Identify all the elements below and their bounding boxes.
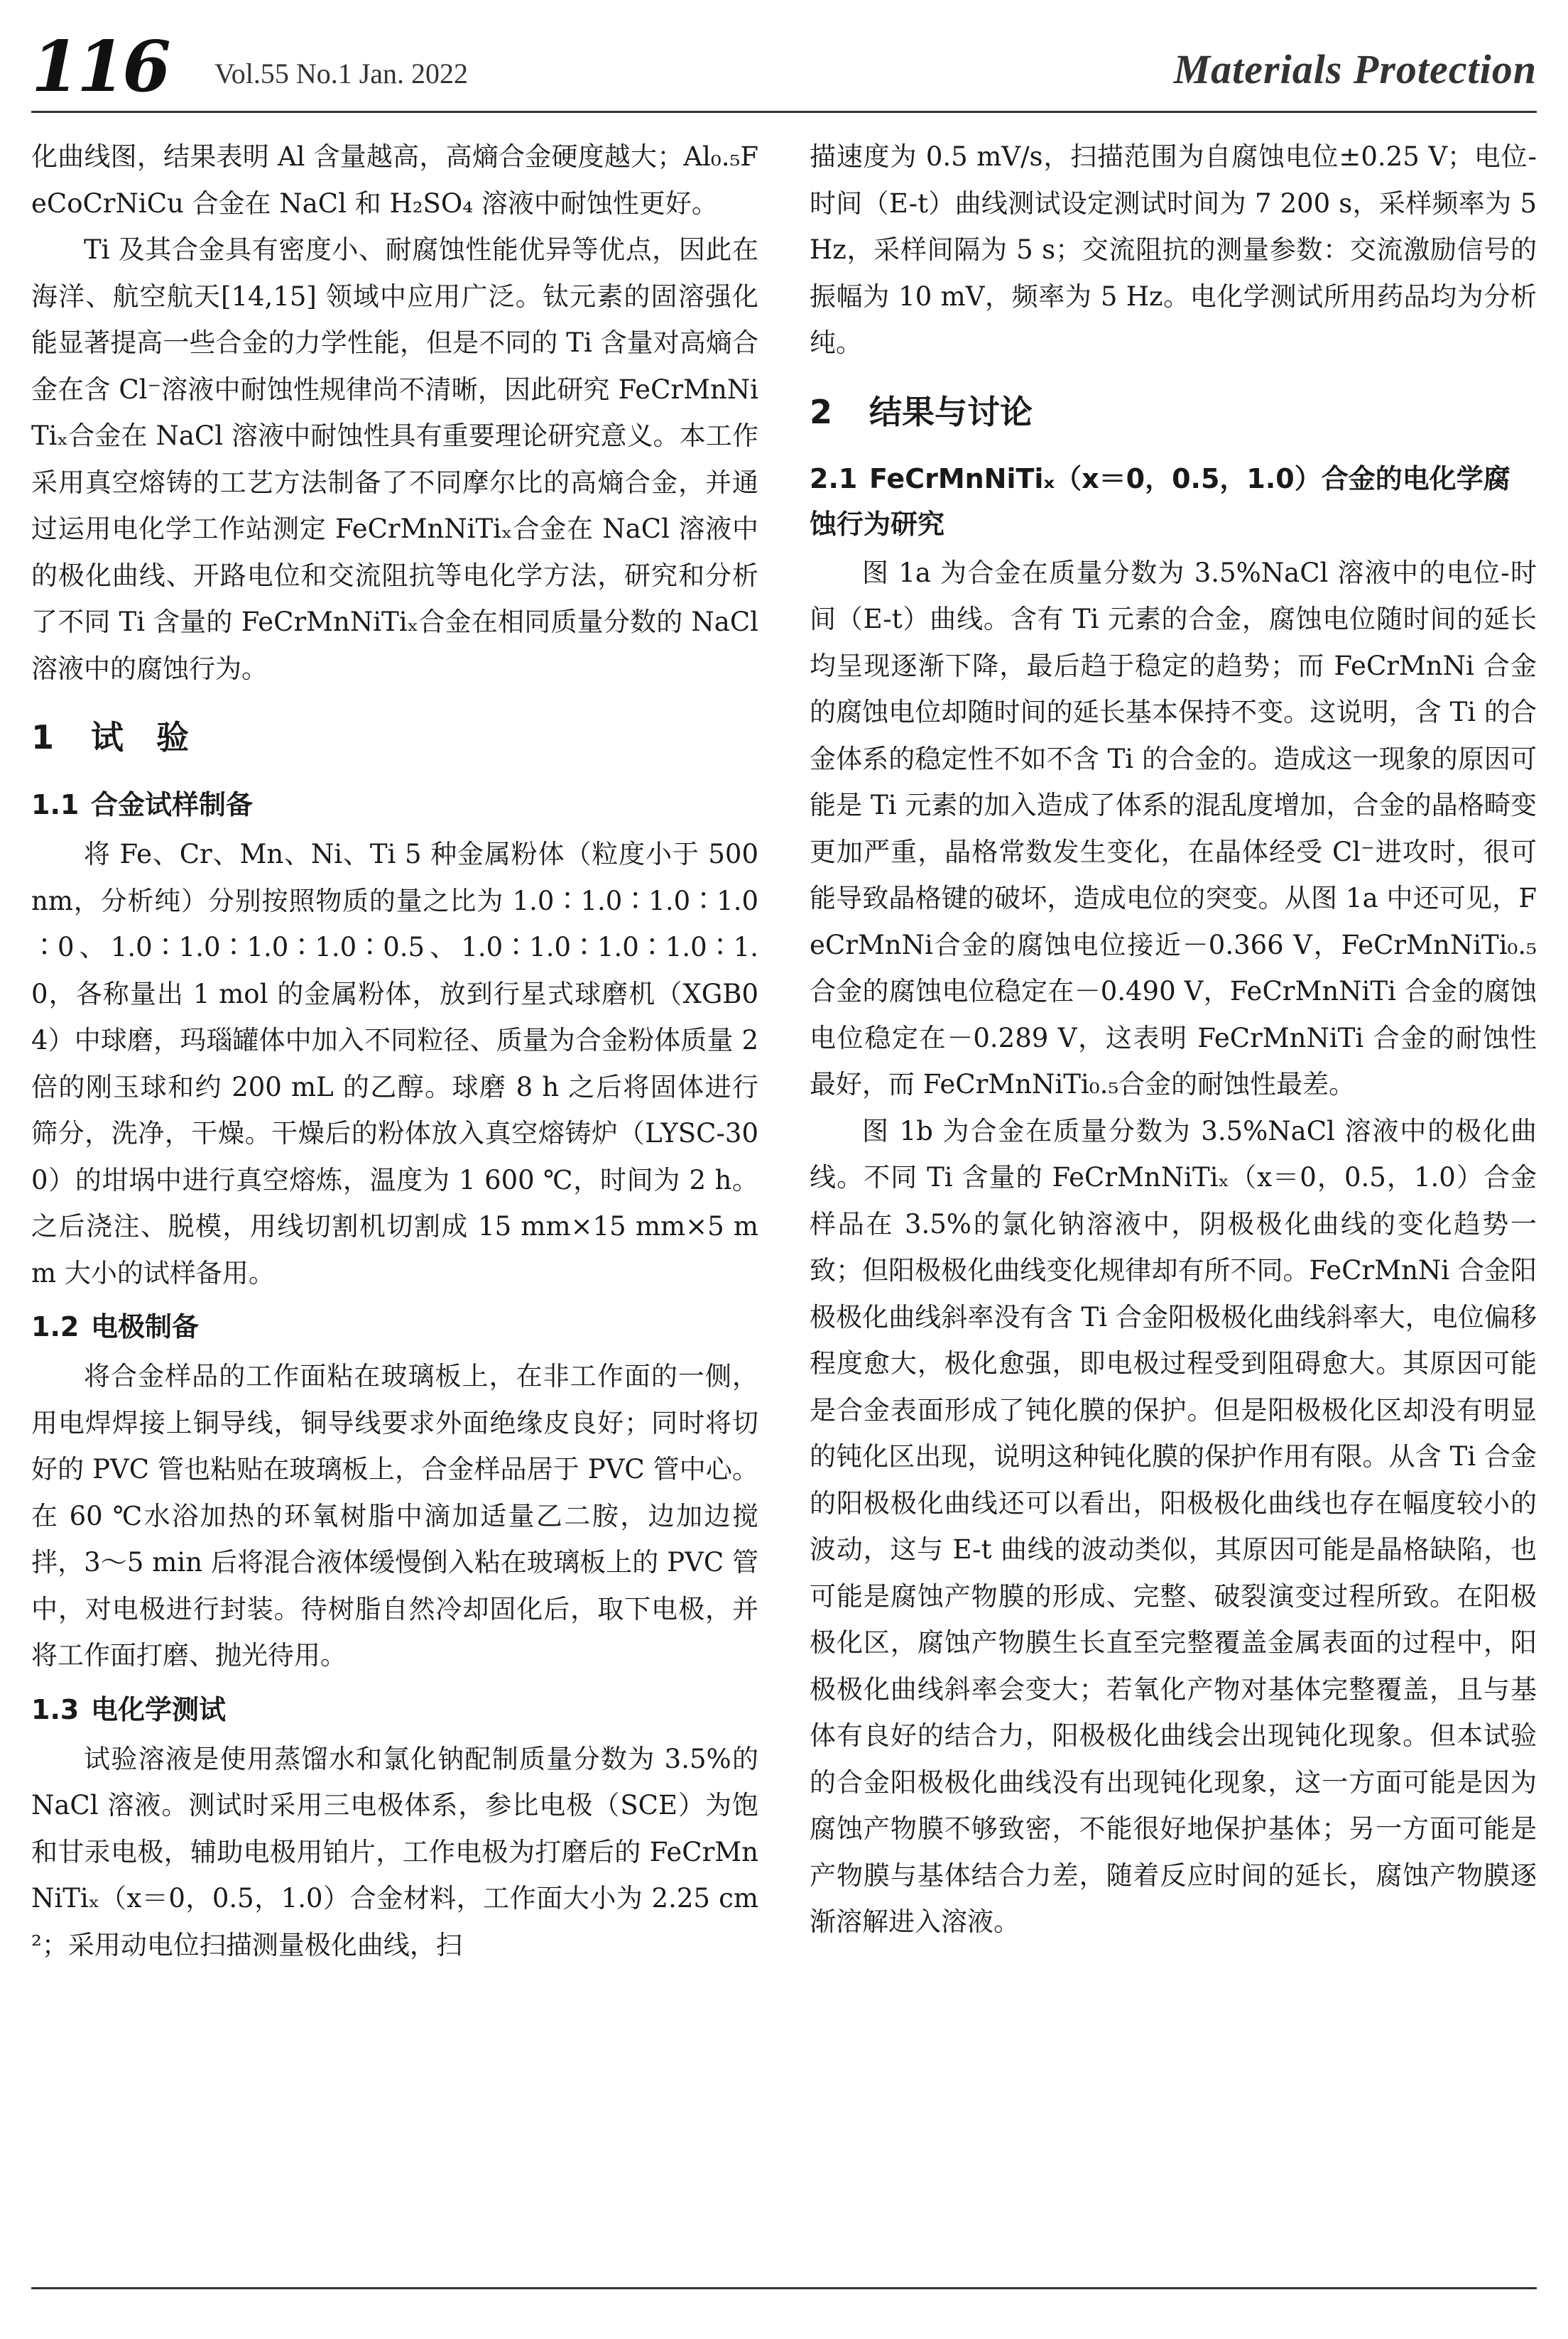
volume-info: Vol.55 No.1 Jan. 2022: [214, 58, 469, 89]
header-rule: [31, 111, 1537, 113]
paragraph: 将合金样品的工作面粘在玻璃板上，在非工作面的一侧，用电焊焊接上铜导线，铜导线要求外面绝缘皮良好；同时将切好的 PVC 管也粘贴在玻璃板上，合金样品居于 PVC 管中心。在 60 ℃水浴加热的环氧树脂中滴加适量乙二胺，边加边搅拌，3～5 min 后将混合液体缓慢倒入粘在玻璃板上的 PVC 管中，对电极进行封装。待树脂自然冷却固化后，取下电极，并将工作面打磨、抛光待用。: [31, 1361, 758, 1671]
section-title: 结果与讨论: [869, 392, 1033, 431]
subsection-number: 1.1: [31, 789, 80, 820]
subsection-number: 2.1: [810, 462, 858, 494]
section-number: 2: [810, 392, 833, 431]
subsection-title: FeCrMnNiTiₓ（x＝0，0.5，1.0）合金的电化学腐蚀行为研究: [810, 462, 1510, 540]
paragraph: 描速度为 0.5 mV/s，扫描范围为自腐蚀电位±0.25 V；电位-时间（E-t）曲线测试设定测试时间为 7 200 s，采样频率为 5 Hz，采样间隔为 5 s；交流阻抗的测量参数：交流激励信号的振幅为 10 mV，频率为 5 Hz。电化学测试所用药品均为分析纯。: [810, 141, 1537, 358]
section-heading: [810, 384, 1537, 440]
running-header: [31, 28, 1537, 107]
journal-name: Materials Protection: [1173, 46, 1537, 92]
left-column: [31, 134, 758, 1968]
footer-rule: [31, 2287, 1537, 2289]
paragraph: 试验溶液是使用蒸馏水和氯化钠配制质量分数为 3.5%的 NaCl 溶液。测试时采用三电极体系，参比电极（SCE）为饱和甘汞电极，辅助电极用铂片，工作电极为打磨后的 FeCrMnNiTiₓ（x＝0，0.5，1.0）合金材料，工作面大小为 2.25 cm²；采用动电位扫描测量极化曲线，扫: [31, 1743, 758, 1960]
subsection-heading: [810, 456, 1537, 547]
subsection-heading: [31, 781, 758, 828]
paragraph: Ti 及其合金具有密度小、耐腐蚀性能优异等优点，因此在海洋、航空航天[14,15] 领域中应用广泛。钛元素的固溶强化能显著提高一些合金的力学性能，但是不同的 Ti 含量对高熵合金在含 Cl⁻溶液中耐蚀性规律尚不清晰，因此研究 FeCrMnNiTiₓ合金在 NaCl 溶液中耐蚀性具有重要理论研究意义。本工作采用真空熔铸的工艺方法制备了不同摩尔比的高熵合金，并通过运用电化学工作站测定 FeCrMnNiTiₓ合金在 NaCl 溶液中的极化曲线、开路电位和交流阻抗等电化学方法，研究和分析了不同 Ti 含量的 FeCrMnNiTiₓ合金在相同质量分数的 NaCl 溶液中的腐蚀行为。: [31, 234, 758, 684]
section-number: 1: [31, 718, 55, 756]
section-heading: [31, 709, 758, 766]
paragraph: 化曲线图，结果表明 Al 含量越高，高熵合金硬度越大；Al₀.₅FeCoCrNiCu 合金在 NaCl 和 H₂SO₄ 溶液中耐蚀性更好。: [31, 141, 758, 219]
page-number: 116: [31, 26, 168, 108]
subsection-title: 合金试样制备: [91, 789, 254, 820]
paragraph: 图 1a 为合金在质量分数为 3.5%NaCl 溶液中的电位-时间（E-t）曲线。含有 Ti 元素的合金，腐蚀电位随时间的延长均呈现逐渐下降，最后趋于稳定的趋势；而 FeCrMnNi 合金的腐蚀电位却随时间的延长基本保持不变。这说明，含 Ti 的合金体系的稳定性不如不含 Ti 的合金的。造成这一现象的原因可能是 Ti 元素的加入造成了体系的混乱度增加，合金的晶格畸变更加严重，晶格常数发生变化，在晶体经受 Cl⁻进攻时，很可能导致晶格键的破坏，造成电位的突变。从图 1a 中还可见，FeCrMnNi合金的腐蚀电位接近－0.366 V，FeCrMnNiTi₀.₅ 合金的腐蚀电位稳定在－0.490 V，FeCrMnNiTi 合金的腐蚀电位稳定在－0.289 V，这表明 FeCrMnNiTi 合金的耐蚀性最好，而 FeCrMnNiTi₀.₅合金的耐蚀性最差。: [810, 557, 1537, 1100]
subsection-number: 1.2: [31, 1311, 80, 1342]
subsection-heading: [31, 1303, 758, 1350]
subsection-title: 电极制备: [91, 1311, 200, 1342]
right-column: [810, 134, 1537, 1945]
paragraph: 将 Fe、Cr、Mn、Ni、Ti 5 种金属粉体（粒度小于 500 nm，分析纯）分别按照物质的量之比为 1.0∶1.0∶1.0∶1.0∶0、1.0∶1.0∶1.0∶1.0∶0.5、1.0∶1.0∶1.0∶1.0∶1.0，各称量出 1 mol 的金属粉体，放到行星式球磨机（XGB04）中球磨，玛瑙罐体中加入不同粒径、质量为合金粉体质量 2 倍的刚玉球和约 200 mL 的乙醇。球磨 8 h 之后将固体进行筛分，洗净，干燥。干燥后的粉体放入真空熔铸炉（LYSC-300）的坩埚中进行真空熔炼，温度为 1 600 ℃，时间为 2 h。之后浇注、脱模，用线切割机切割成 15 mm×15 mm×5 mm 大小的试样备用。: [31, 839, 758, 1288]
subsection-heading: [31, 1686, 758, 1733]
paragraph: 图 1b 为合金在质量分数为 3.5%NaCl 溶液中的极化曲线。不同 Ti 含量的 FeCrMnNiTiₓ（x＝0，0.5，1.0）合金样品在 3.5%的氯化钠溶液中，阴极极化曲线的变化趋势一致；但阳极极化曲线变化规律却有所不同。FeCrMnNi 合金阳极极化曲线斜率没有含 Ti 合金阳极极化曲线斜率大，电位偏移程度愈大，极化愈强，即电极过程受到阻碍愈大。其原因可能是合金表面形成了钝化膜的保护。但是阳极极化区却没有明显的钝化区出现，说明这种钝化膜的保护作用有限。从含 Ti 合金的阳极极化曲线还可以看出，阳极极化曲线也存在幅度较小的波动，这与 E-t 曲线的波动类似，其原因可能是晶格缺陷，也可能是腐蚀产物膜的形成、完整、破裂演变过程所致。在阳极极化区，腐蚀产物膜生长直至完整覆盖金属表面的过程中，阳极极化曲线斜率会变大；若氧化产物对基体完整覆盖，且与基体有良好的结合力，阳极极化曲线会出现钝化现象。但本试验的合金阳极极化曲线没有出现钝化现象，这一方面可能是因为腐蚀产物膜不够致密，不能很好地保护基体；另一方面可能是产物膜与基体结合力差，随着反应时间的延长，腐蚀产物膜逐渐溶解进入溶液。: [810, 1115, 1537, 1937]
subsection-title: 电化学测试: [91, 1693, 227, 1725]
section-title: 试 验: [91, 718, 189, 756]
subsection-number: 1.3: [31, 1693, 80, 1725]
